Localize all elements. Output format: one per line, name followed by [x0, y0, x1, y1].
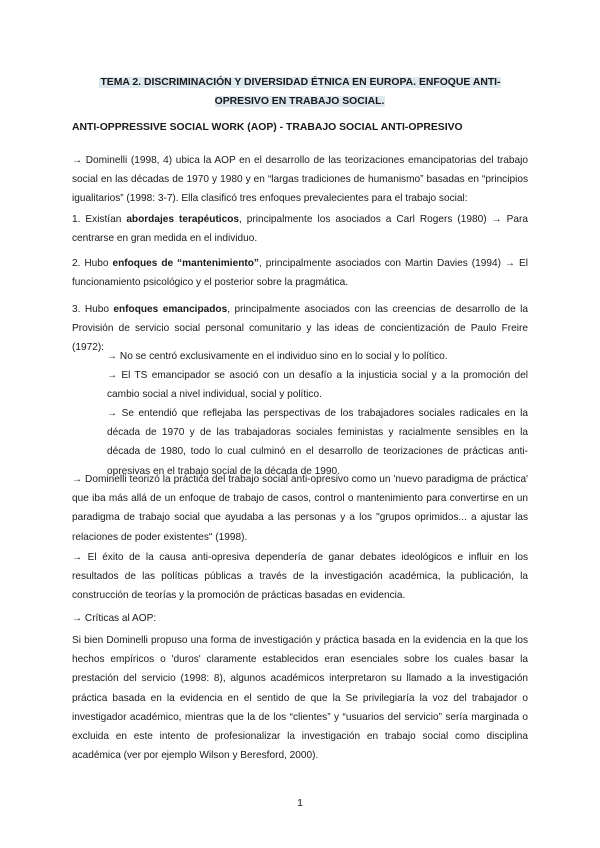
- list-item-1-text: , principalmente los asociados a Carl Rogers (1980) → Para centrarse en gran medida en el individuo.: [72, 214, 528, 245]
- list-item-2-bold: enfoques de “mantenimiento”: [112, 258, 259, 269]
- sub-item-2: → El TS emancipador se asoció con un desafío a la injusticia social y a la promoción del cambio social a nivel individual, social y político.: [107, 370, 528, 401]
- page-number: 1: [297, 797, 303, 809]
- paragraph-criticas: Si bien Dominelli propuso una forma de investigación y práctica basada en la evidencia en la que los hechos empíricos o 'duros' claramente establecidos eran esenciales sobre los cuales basar la prestación del servicio (1998: 8), algunos académicos interpretaron su llamado a la investigación práctica basada en la evidencia en el sentido de que la Se privilegiaría la voz del trabajador o investigador académico, mientras que la de los “clientes” y “usuarios del servicio” sería marginada o excluida en este intento de profesionalizar la investigación en trabajo social como disciplina académica (ver por ejemplo Wilson y Beresford, 2000).: [72, 635, 528, 762]
- title-highlight: TEMA 2. DISCRIMINACIÓN Y DIVERSIDAD ÉTNICA EN EUROPA. ENFOQUE ANTI- OPRESIVO EN TRABAJO SOCIAL.: [100, 77, 501, 107]
- list-item-1-bold: abordajes terapéuticos: [126, 214, 240, 225]
- list-item-3-text: , principalmente asociados con las creencias de desarrollo de la Provisión de servicio social personal comunitario y las ideas de concientización de Paulo Freire (1972):: [72, 304, 528, 354]
- list-item-2-text: , principalmente asociados con Martin Davies (1994) → El funcionamiento psicológico y el posterior sobre la pragmática.: [72, 258, 528, 289]
- list-item-2-prefix: 2. Hubo: [72, 258, 113, 269]
- sub-item-1: → No se centró exclusivamente en el individuo sino en lo social y lo político.: [107, 351, 448, 362]
- paragraph-intro: → Dominelli (1998, 4) ubica la AOP en el desarrollo de las teorizaciones emancipatorias del trabajo social en las décadas de 1970 y 1980 y en “largas tradiciones de humanismo” basadas en “principios igualitarios” (1998: 3-7). Ella clasificó tres enfoques prevalecientes para el trabajo social:: [72, 155, 528, 205]
- document-title: [72, 73, 528, 111]
- list-item-3-bold: enfoques emancipados: [113, 304, 228, 315]
- list-item-1: [72, 210, 528, 248]
- sub-item-3: → Se entendió que reflejaba las perspectivas de los trabajadores sociales radicales en la década de 1970 y de las trabajadoras sociales feministas y racialmente sensibles en la década de 1980, todo lo cual culminó en el desarrollo de teorizaciones de prácticas anti-opresivas en el trabajo social de la década de 1990.: [107, 408, 528, 477]
- list-item-1-prefix: 1. Existían: [72, 214, 127, 225]
- paragraph-exito: → El éxito de la causa anti-opresiva dependería de ganar debates ideológicos e influir en los resultados de las políticas públicas a través de la investigación académica, la publicación, la construcción de teorías y la promoción de prácticas basadas en evidencia.: [72, 552, 528, 602]
- list-item-2: [72, 254, 528, 292]
- section-subtitle: ANTI-OPPRESSIVE SOCIAL WORK (AOP) - TRABAJO SOCIAL ANTI-OPRESIVO: [72, 122, 463, 133]
- paragraph-dominelli: → Dominelli teorizó la práctica del trabajo social anti-opresivo como un 'nuevo paradigma de práctica' que iba más allá de un enfoque de trabajo de casos, control o mantenimiento para convertirse en un paradigma de trabajo social que ayudaba a las personas y a los "grupos oprimidos... a ajustar las relaciones de poder existentes" (1998).: [72, 474, 528, 543]
- criticas-heading: → Críticas al AOP:: [72, 613, 157, 624]
- list-item-3-prefix: 3. Hubo: [72, 304, 114, 315]
